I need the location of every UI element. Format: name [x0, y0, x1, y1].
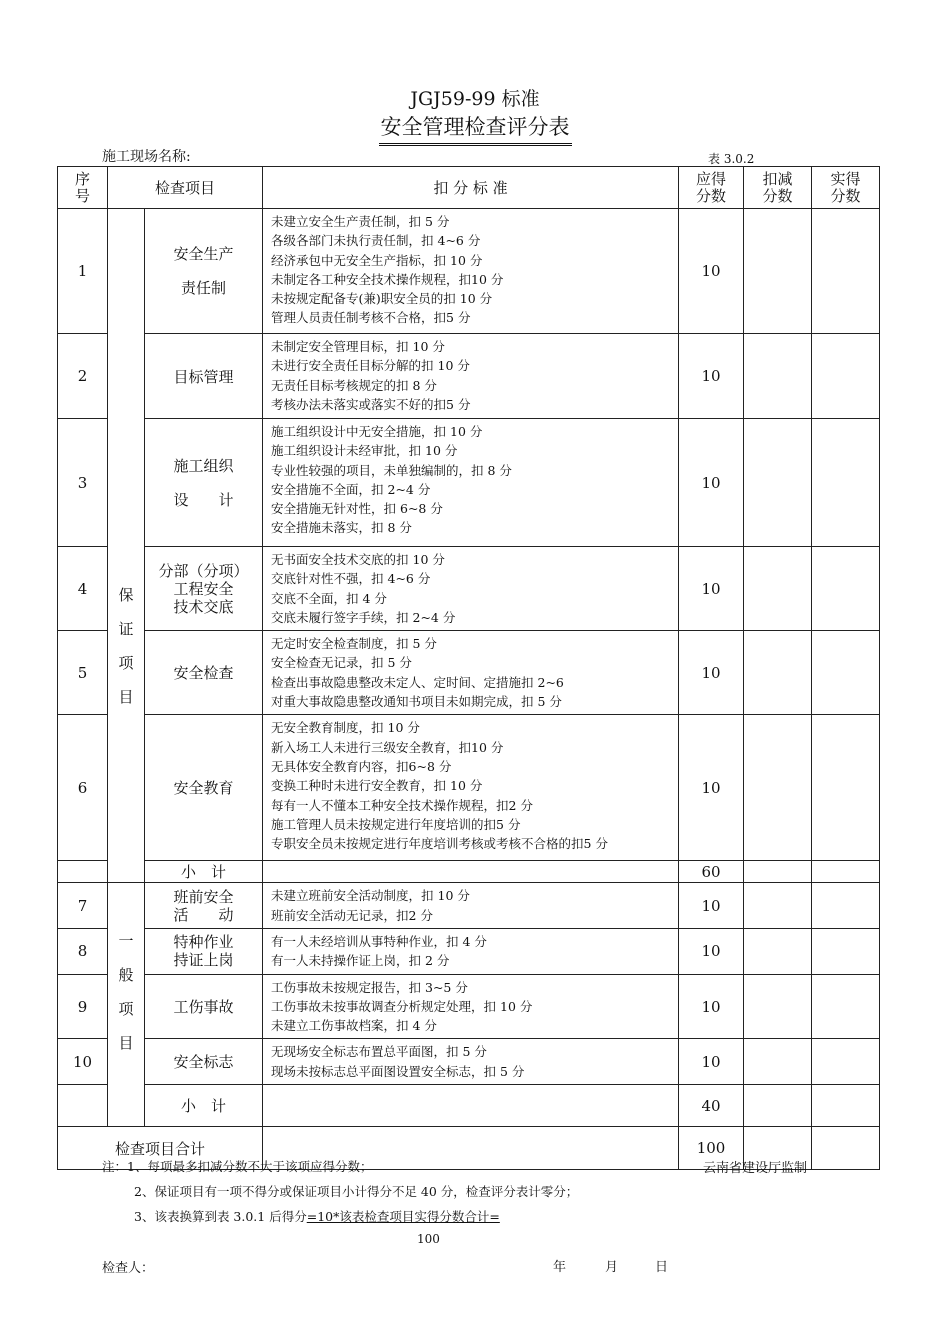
row-score: 10	[679, 715, 744, 861]
category-char: 项	[118, 653, 134, 672]
score-formula: =10*该表检查项目实得分数合计=	[306, 1209, 500, 1224]
deduct-cell[interactable]	[744, 974, 812, 1039]
actual-cell[interactable]	[812, 928, 880, 974]
year-label: 年	[553, 1260, 567, 1275]
row-item: 分部（分项） 工程安全 技术交底	[145, 547, 263, 631]
row-score: 10	[679, 883, 744, 929]
deduct-cell[interactable]	[744, 715, 812, 861]
row-criteria: 有一人未经培训从事特种作业，扣 4 分 有一人未持操作证上岗，扣 2 分	[263, 928, 679, 974]
note-2: 2、保证项目有一项不得分或保证项目小计得分不足 40 分，检查评分表计零分；	[134, 1184, 579, 1199]
col-standard: 扣 分 标 准	[263, 167, 679, 209]
formula-denominator: 100	[417, 1232, 440, 1246]
row-criteria: 无定时安全检查制度，扣 5 分 安全检查无记录，扣 5 分 检查出事故隐患整改未定人、定时间、定措施扣 2~6 对重大事故隐患整改通知书项目未如期完成，扣 5 分	[263, 631, 679, 715]
row-no: 5	[58, 631, 108, 715]
category-general	[108, 883, 145, 1127]
row-criteria	[263, 1085, 679, 1127]
row-criteria: 无安全教育制度，扣 10 分 新入场工人未进行三级安全教育，扣10 分 无具体安全教育内容，扣6~8 分 变换工种时未进行安全教育，扣 10 分 每有一人不懂本工种安全技术操作规程，扣2 分 施工管理人员未按规定进行年度培训的扣5 分 专职安全员未按规定进行年度培训考核或考核不合格的扣5 分	[263, 715, 679, 861]
row-no: 1	[58, 209, 108, 334]
row-criteria: 未制定安全管理目标，扣 10 分 未进行安全责任目标分解的扣 10 分 无责任目标考核规定的扣 8 分 考核办法未落实或落实不好的扣5 分	[263, 334, 679, 419]
actual-cell[interactable]	[812, 419, 880, 547]
note-1: 注：1、每项最多扣减分数不大于该项应得分数；	[102, 1159, 373, 1174]
table-row	[58, 419, 880, 547]
row-item: 安全标志	[145, 1039, 263, 1085]
actual-cell[interactable]	[812, 883, 880, 929]
actual-cell[interactable]	[812, 974, 880, 1039]
table-row	[58, 631, 880, 715]
deduct-cell[interactable]	[744, 1085, 812, 1127]
actual-cell[interactable]	[812, 861, 880, 883]
table-row	[58, 1039, 880, 1085]
row-item: 安全教育	[145, 715, 263, 861]
subtotal-row	[58, 861, 880, 883]
row-criteria: 未建立安全生产责任制，扣 5 分 各级各部门未执行责任制，扣 4~6 分 经济承包中无安全生产指标，扣 10 分 未制定各工种安全技术操作规程，扣10 分 未按规定配备专(兼)职安全员的扣 10 分 管理人员责任制考核不合格，扣5 分	[263, 209, 679, 334]
row-score: 10	[679, 631, 744, 715]
actual-cell[interactable]	[812, 631, 880, 715]
table-row	[58, 928, 880, 974]
actual-cell[interactable]	[812, 715, 880, 861]
page-title: 安全管理检查评分表	[0, 111, 950, 146]
col-due: 应得 分数	[679, 167, 744, 209]
row-score: 10	[679, 334, 744, 419]
score-table	[57, 166, 880, 1170]
col-seq: 序 号	[58, 167, 108, 209]
actual-cell[interactable]	[812, 1127, 880, 1170]
col-deduct: 扣减 分数	[744, 167, 812, 209]
category-char: 目	[118, 1033, 134, 1052]
month-label: 月	[605, 1260, 619, 1275]
row-no: 6	[58, 715, 108, 861]
deduct-cell[interactable]	[744, 1039, 812, 1085]
deduct-cell[interactable]	[744, 334, 812, 419]
subtotal-score: 60	[679, 861, 744, 883]
category-char: 保	[118, 585, 134, 604]
inspector-label: 检查人：	[102, 1261, 155, 1276]
row-score: 10	[679, 974, 744, 1039]
row-criteria: 未建立班前安全活动制度，扣 10 分 班前安全活动无记录，扣2 分	[263, 883, 679, 929]
row-item: 施工组织 设 计	[145, 419, 263, 547]
row-item: 工伤事故	[145, 974, 263, 1039]
row-criteria: 无现场安全标志布置总平面图，扣 5 分 现场未按标志总平面图设置安全标志，扣 5 分	[263, 1039, 679, 1085]
row-no: 2	[58, 334, 108, 419]
row-no	[58, 861, 108, 883]
total-score: 100	[679, 1127, 744, 1170]
row-score: 10	[679, 209, 744, 334]
category-char: 目	[118, 687, 134, 706]
day-label: 日	[655, 1260, 669, 1275]
row-item: 安全检查	[145, 631, 263, 715]
deduct-cell[interactable]	[744, 419, 812, 547]
row-item: 目标管理	[145, 334, 263, 419]
col-item: 检查项目	[108, 167, 263, 209]
row-no: 7	[58, 883, 108, 929]
site-name-label: 施工现场名称:	[102, 149, 191, 165]
actual-cell[interactable]	[812, 547, 880, 631]
category-char: 项	[118, 999, 134, 1018]
subtotal-label: 小 计	[145, 1085, 263, 1127]
standard-code: JGJ59-99 标准	[410, 88, 540, 110]
row-criteria: 无书面安全技术交底的扣 10 分 交底针对性不强，扣 4~6 分 交底不全面，扣 4 分 交底未履行签字手续，扣 2~4 分	[263, 547, 679, 631]
row-criteria	[263, 861, 679, 883]
table-row	[58, 209, 880, 334]
actual-cell[interactable]	[812, 1085, 880, 1127]
deduct-cell[interactable]	[744, 547, 812, 631]
row-no: 9	[58, 974, 108, 1039]
note-3: 3、该表换算到表 3.0.1 后得分=10*该表检查项目实得分数合计=	[134, 1209, 500, 1224]
category-guarantee	[108, 209, 145, 883]
actual-cell[interactable]	[812, 1039, 880, 1085]
subtotal-score: 40	[679, 1085, 744, 1127]
deduct-cell[interactable]	[744, 209, 812, 334]
row-criteria: 施工组织设计中无安全措施，扣 10 分 施工组织设计未经审批，扣 10 分 专业性较强的项目，未单独编制的，扣 8 分 安全措施不全面，扣 2~4 分 安全措施无针对性，扣 6~8 分 安全措施未落实，扣 8 分	[263, 419, 679, 547]
deduct-cell[interactable]	[744, 928, 812, 974]
row-no	[58, 1085, 108, 1127]
row-item: 安全生产 责任制	[145, 209, 263, 334]
subtotal-label: 小 计	[145, 861, 263, 883]
row-criteria: 工伤事故未按规定报告，扣 3~5 分 工伤事故未按事故调查分析规定处理，扣 10 分 未建立工伤事故档案，扣 4 分	[263, 974, 679, 1039]
col-actual: 实得 分数	[812, 167, 880, 209]
header-row	[58, 167, 880, 209]
table-number: 表 3.0.2	[708, 152, 755, 166]
row-item: 班前安全 活 动	[145, 883, 263, 929]
table-row	[58, 974, 880, 1039]
row-no: 3	[58, 419, 108, 547]
table-row	[58, 715, 880, 861]
category-char: 证	[118, 619, 134, 638]
table-row	[58, 334, 880, 419]
row-score: 10	[679, 419, 744, 547]
category-char: 一	[118, 931, 134, 950]
supervisor-label: 云南省建设厅监制	[703, 1161, 808, 1176]
subtotal-row	[58, 1085, 880, 1127]
table-row	[58, 883, 880, 929]
row-no: 4	[58, 547, 108, 631]
deduct-cell[interactable]	[744, 631, 812, 715]
actual-cell[interactable]	[812, 334, 880, 419]
row-no: 10	[58, 1039, 108, 1085]
deduct-cell[interactable]	[744, 883, 812, 929]
row-item: 特种作业 持证上岗	[145, 928, 263, 974]
deduct-cell[interactable]	[744, 861, 812, 883]
total-label: 检查项目合计	[58, 1127, 263, 1170]
actual-cell[interactable]	[812, 209, 880, 334]
category-char: 般	[118, 965, 134, 984]
row-score: 10	[679, 928, 744, 974]
row-score: 10	[679, 1039, 744, 1085]
table-row	[58, 547, 880, 631]
row-no: 8	[58, 928, 108, 974]
row-score: 10	[679, 547, 744, 631]
